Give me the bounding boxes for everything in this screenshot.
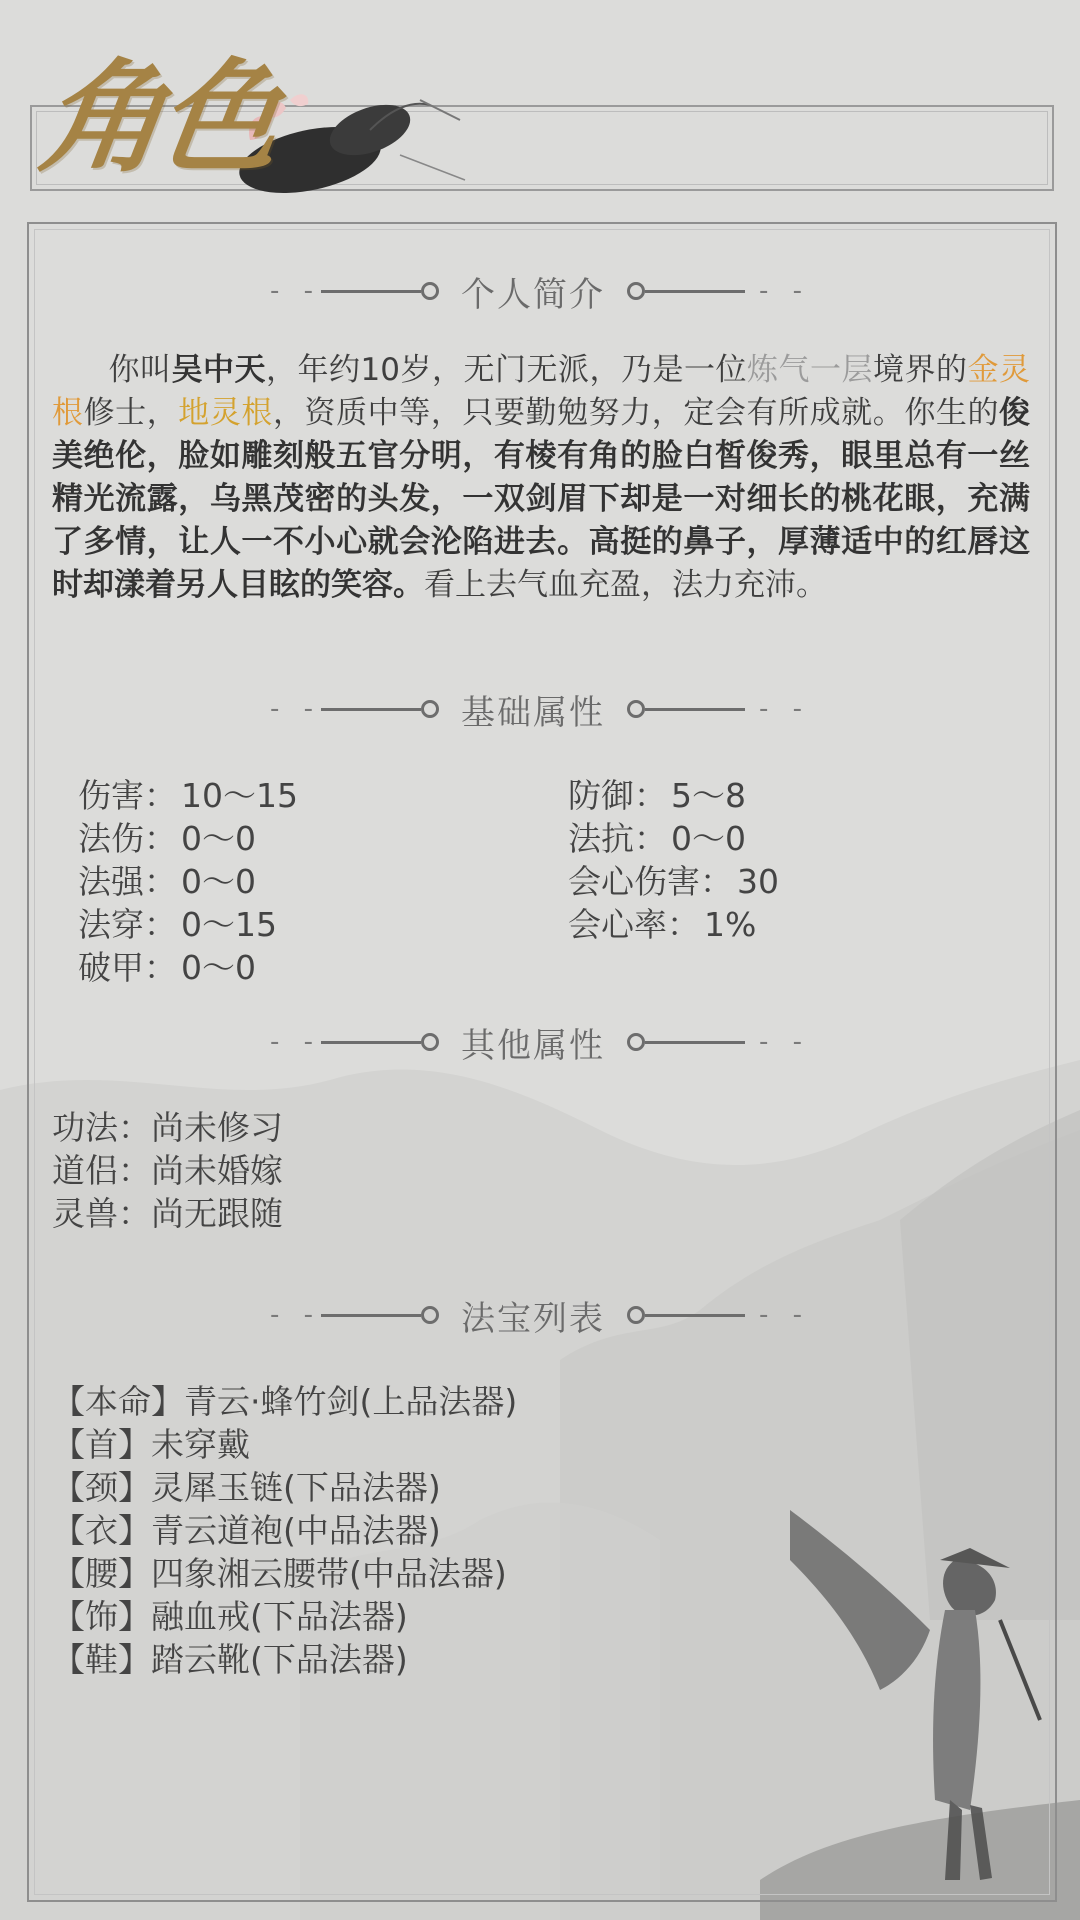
stat-magic-power: 法强： 0～0	[78, 862, 256, 901]
stat-crit-damage: 会心伤害： 30	[568, 862, 779, 901]
treasure-item[interactable]: 【鞋】踏云靴(下品法器)	[52, 1640, 408, 1679]
gold-root-text: 金灵根	[52, 352, 1031, 431]
stat-magic-penetration: 法穿： 0～15	[78, 905, 277, 944]
stat-magic-damage: 法伤： 0～0	[78, 819, 256, 858]
section-divider-base: - - 基础属性 - -	[0, 684, 1080, 734]
section-title-profile: 个人简介	[461, 274, 605, 315]
earth-root-text: 地灵根	[178, 395, 273, 431]
treasure-item[interactable]: 【饰】融血戒(下品法器)	[52, 1597, 408, 1636]
other-stat-spirit-beast: 灵兽：尚无跟随	[52, 1194, 283, 1233]
other-stat-technique: 功法：尚未修习	[52, 1108, 283, 1147]
section-title-base: 基础属性	[461, 692, 605, 733]
stat-magic-resist: 法抗： 0～0	[568, 819, 746, 858]
stat-damage: 伤害： 10～15	[78, 776, 298, 815]
page-title: 角色	[32, 45, 285, 189]
character-name: 吴中天	[171, 352, 267, 388]
section-divider-treasure: - - 法宝列表 - -	[0, 1290, 1080, 1340]
section-divider-profile: - - 个人简介 - -	[0, 266, 1080, 316]
section-divider-other: - - 其他属性 - -	[0, 1017, 1080, 1067]
section-title-treasure: 法宝列表	[461, 1298, 605, 1339]
stat-armor-break: 破甲： 0～0	[78, 948, 256, 987]
treasure-item[interactable]: 【首】未穿戴	[52, 1425, 250, 1464]
other-stat-companion: 道侣：尚未婚嫁	[52, 1151, 283, 1190]
treasure-item[interactable]: 【衣】青云道袍(中品法器)	[52, 1511, 441, 1550]
character-intro: 你叫吴中天，年约10岁，无门无派，乃是一位炼气一层境界的金灵根修士，地灵根，资质中等，只要勤勉努力，定会有所成就。你生的俊美绝伦，脸如雕刻般五官分明，有棱有角的脸白皙俊秀，眼里总有一丝精光流露，乌黑茂密的头发，一双剑眉下却是一对细长的桃花眼，充满了多情，让人一不小心就会沦陷进去。高挺的鼻子，厚薄适中的红唇这时却漾着另人目眩的笑容。看上去气血充盈，法力充沛。	[52, 352, 1031, 603]
treasure-item[interactable]: 【颈】灵犀玉链(下品法器)	[52, 1468, 441, 1507]
treasure-item[interactable]: 【腰】四象湘云腰带(中品法器)	[52, 1554, 507, 1593]
stat-crit-rate: 会心率： 1%	[568, 905, 757, 944]
realm-text: 炼气一层	[747, 352, 874, 388]
stat-defense: 防御： 5～8	[568, 776, 746, 815]
section-title-other: 其他属性	[461, 1025, 605, 1066]
appearance-text: 俊美绝伦，脸如雕刻般五官分明，有棱有角的脸白皙俊秀，眼里总有一丝精光流露，乌黑茂密的头发，一双剑眉下却是一对细长的桃花眼，充满了多情，让人一不小心就会沦陷进去。高挺的鼻子，厚薄适中的红唇这时却漾着另人目眩的笑容。	[52, 395, 1031, 603]
treasure-item[interactable]: 【本命】青云·蜂竹剑(上品法器)	[52, 1382, 518, 1421]
